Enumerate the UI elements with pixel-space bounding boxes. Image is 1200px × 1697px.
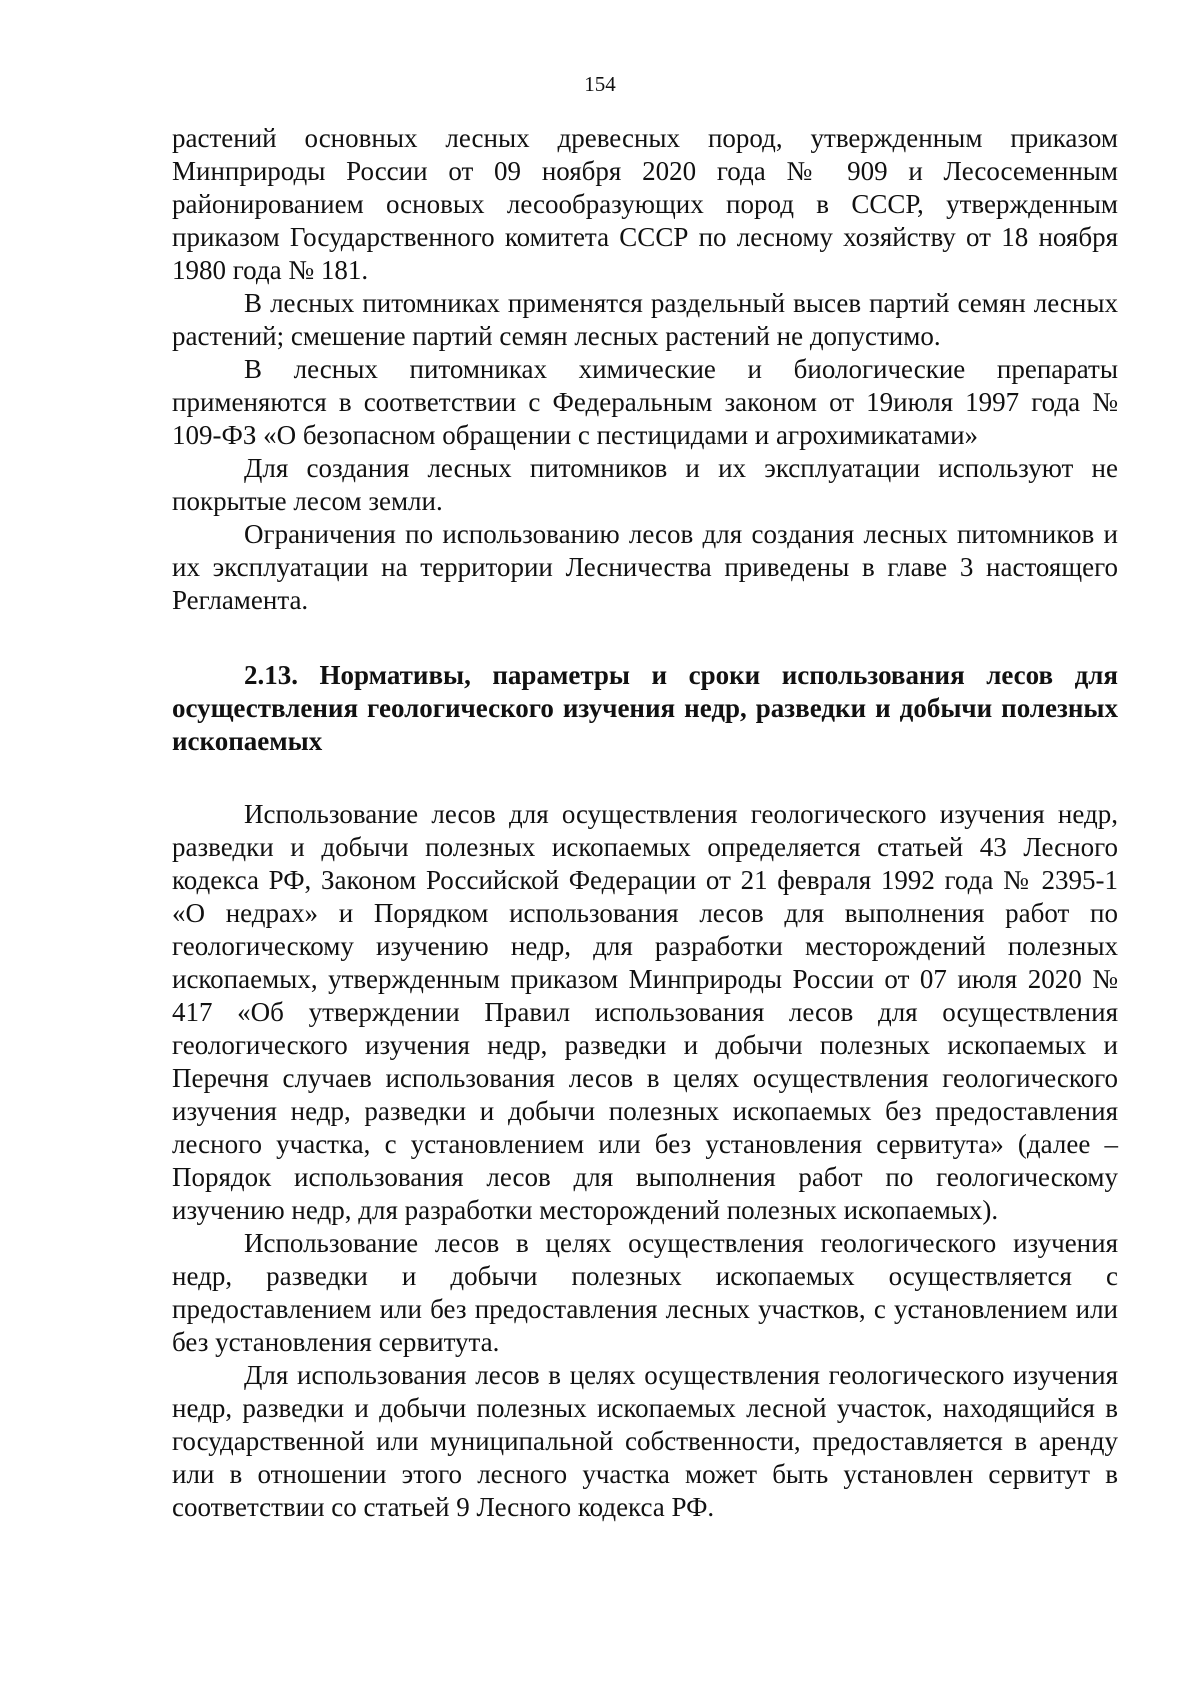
paragraph-geological-use-modes: Использование лесов в целях осуществления геологического изучения недр, разведки и добычи полезных ископаемых осуществляется с предоставлением или без предоставления лесных участков, с установлением или без установления сервитута. <box>172 1228 1118 1357</box>
paragraph-continuation: растений основных лесных древесных пород, утвержденным приказом Минприроды России от 09 ноября 2020 года № 909 и Лесосеменным районированием основых лесообразующих пород в СССР, утвержденным приказом Государственного комитета СССР по лесному хозяйству от 18 ноября 1980 года № 181. <box>172 123 1118 285</box>
paragraph-seed-sowing: В лесных питомниках применятся раздельный высев партий семян лесных растений; смешение партий семян лесных растений не допустимо. <box>172 288 1118 351</box>
page-number: 154 <box>584 72 616 96</box>
paragraph-geological-use-basis: Использование лесов для осуществления геологического изучения недр, разведки и добычи полезных ископаемых определяется статьей 43 Лесного кодекса РФ, Законом Российской Федерации от 21 февраля 1992 года № 2395-1 «О недрах» и Порядком использования лесов для выполнения работ по геологическому изучению недр, для разработки месторождений полезных ископаемых, утвержденным приказом Минприроды России от 07 июля 2020 № 417 «Об утверждении Правил использования лесов для осуществления геологического изучения недр, разведки и добычи полезных ископаемых и Перечня случаев использования лесов в целях осуществления геологического изучения недр, разведки и добычи полезных ископаемых без предоставления лесного участка, с установлением или без установления сервитута» (далее – Порядок использования лесов для выполнения работ по геологическому изучению недр, для разработки месторождений полезных ископаемых). <box>172 799 1118 1225</box>
section-heading: 2.13. Нормативы, параметры и сроки использования лесов для осуществления геологического изучения недр, разведки и добычи полезных ископаемых <box>172 660 1118 756</box>
paragraph-nursery-lands: Для создания лесных питомников и их эксплуатации используют не покрытые лесом земли. <box>172 453 1118 516</box>
paragraph-lease-servitude: Для использования лесов в целях осуществления геологического изучения недр, разведки и добычи полезных ископаемых лесной участок, находящийся в государственной или муниципальной собственности, предоставляется в аренду или в отношении этого лесного участка может быть установлен сервитут в соответствии со статьей 9 Лесного кодекса РФ. <box>172 1360 1118 1522</box>
document-body <box>172 122 1118 1524</box>
paragraph-nursery-restrictions: Ограничения по использованию лесов для создания лесных питомников и их эксплуатации на территории Лесничества приведены в главе 3 настоящего Регламента. <box>172 519 1118 615</box>
paragraph-chemical-preparations: В лесных питомниках химические и биологические препараты применяются в соответствии с Федеральным законом от 19июля 1997 года № 109-ФЗ «О безопасном обращении с пестицидами и агрохимикатами» <box>172 354 1118 450</box>
